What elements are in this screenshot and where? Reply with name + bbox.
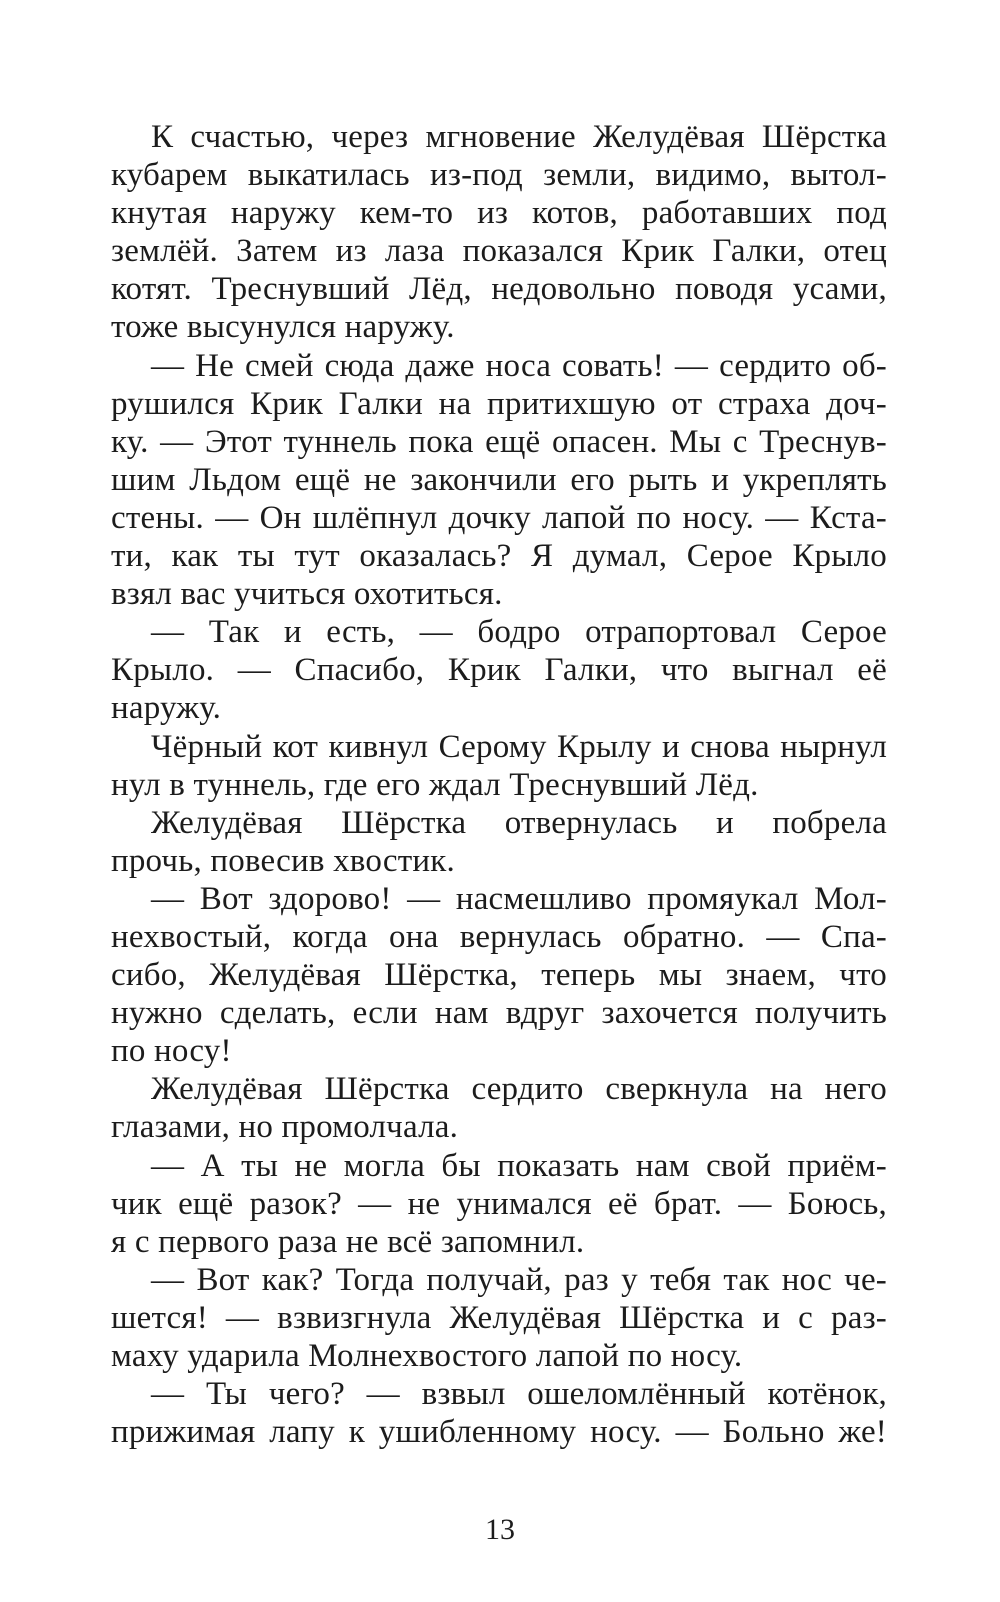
- text-line: шим Льдом ещё не закончили его рыть и укреплять: [111, 461, 887, 498]
- text-line: Желудёвая Шёрстка отвернулась и побрела: [151, 804, 887, 841]
- text-line: прижимая лапу к ушибленному носу. — Больно же!: [111, 1414, 887, 1451]
- text-line: К счастью, через мгновение Желудёвая Шёрстка: [151, 119, 887, 155]
- text-line: нехвостый, когда она вернулась обратно. — Спа-: [111, 918, 887, 955]
- text-line: — Так и есть, — бодро отрапортовал Серое: [151, 614, 887, 651]
- text-line: — Не смей сюда даже носа совать! — сердито об-: [151, 347, 887, 384]
- text-line: — Вот здорово! — насмешливо промяукал Мол-: [151, 880, 887, 917]
- text-line: я с первого раза не всё запомнил.: [111, 1223, 585, 1260]
- text-line: наружу.: [111, 690, 222, 727]
- text-line: прочь, повесив хвостик.: [111, 842, 455, 879]
- text-line: по носу!: [111, 1033, 232, 1070]
- text-line: глазами, но промолчала.: [111, 1109, 459, 1146]
- text-line: маху ударила Молнехвостого лапой по носу.: [111, 1338, 743, 1374]
- page-number: 13: [485, 1513, 515, 1546]
- text-line: котят. Треснувший Лёд, недовольно поводя усами,: [111, 271, 887, 308]
- text-line: шется! — взвизгнула Желудёвая Шёрстка и с раз-: [111, 1299, 887, 1336]
- text-line: сибо, Желудёвая Шёрстка, теперь мы знаем, что: [111, 957, 887, 994]
- text-line: — Вот как? Тогда получай, раз у тебя так нос че-: [151, 1261, 887, 1298]
- text-line: ку. — Этот туннель пока ещё опасен. Мы с Треснув-: [111, 423, 887, 460]
- text-line: Желудёвая Шёрстка сердито сверкнула на него: [151, 1071, 887, 1108]
- text-line: взял вас учиться охотиться.: [111, 576, 503, 613]
- body-text: [111, 118, 887, 1451]
- text-line: рушился Крик Галки на притихшую от страха доч-: [111, 385, 887, 422]
- text-line: чик ещё разок? — не унимался её брат. — Боюсь,: [111, 1185, 887, 1222]
- text-line: кубарем выкатилась из-под земли, видимо, вытол-: [111, 157, 887, 194]
- text-line: ти, как ты тут оказалась? Я думал, Серое Крыло: [111, 538, 887, 575]
- text-line: стены. — Он шлёпнул дочку лапой по носу. — Кста-: [111, 499, 887, 536]
- text-line: тоже высунулся наружу.: [111, 309, 455, 346]
- text-line: Крыло. — Спасибо, Крик Галки, что выгнал её: [111, 652, 887, 689]
- text-line: нул в туннель, где его ждал Треснувший Лёд.: [111, 766, 759, 803]
- text-line: землёй. Затем из лаза показался Крик Галки, отец: [111, 233, 887, 270]
- text-line: — Ты чего? — взвыл ошеломлённый котёнок,: [151, 1376, 887, 1413]
- text-line: нужно сделать, если нам вдруг захочется получить: [111, 995, 887, 1032]
- text-line: кнутая наружу кем-то из котов, работавших под: [111, 195, 887, 232]
- text-line: Чёрный кот кивнул Серому Крылу и снова нырнул: [151, 728, 887, 765]
- text-line: — А ты не могла бы показать нам свой приём-: [151, 1147, 887, 1184]
